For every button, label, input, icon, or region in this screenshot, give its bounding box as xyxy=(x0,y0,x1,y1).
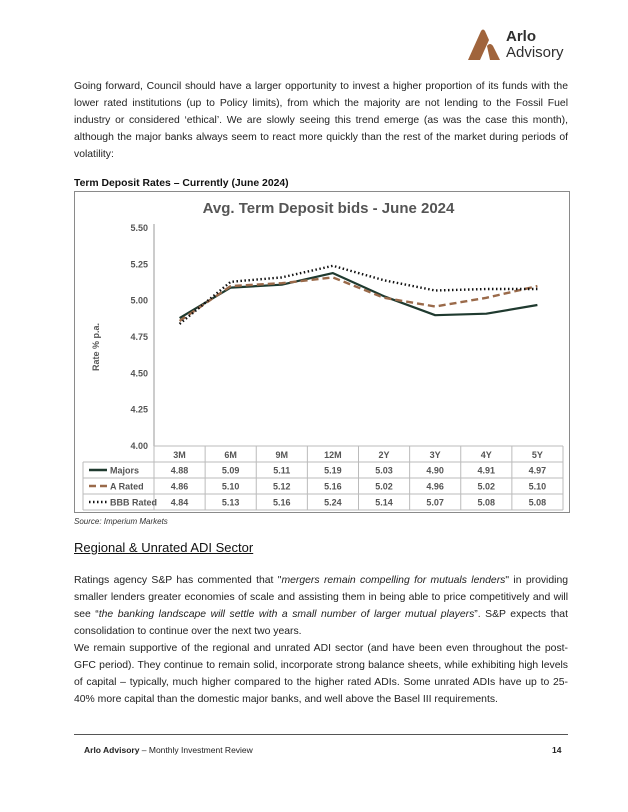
data-label: 5.02 xyxy=(375,481,393,492)
source-note: Source: Imperium Markets xyxy=(74,517,168,526)
data-label: 5.13 xyxy=(221,497,240,508)
data-label: 4.91 xyxy=(477,465,496,476)
term-deposit-chart xyxy=(74,191,570,513)
series-line-majors xyxy=(180,273,538,318)
sp-quote-1: mergers remain compelling for mutuals lenders xyxy=(281,575,506,586)
data-label: 5.16 xyxy=(324,481,342,492)
page-number: 14 xyxy=(552,745,562,755)
sp-text-3: ”. S&P expects that consolidation to continue over the next two years. xyxy=(74,609,568,637)
data-label: 5.12 xyxy=(273,481,291,492)
x-tick-label: 2Y xyxy=(378,450,390,460)
footer-title xyxy=(84,745,253,755)
data-label: 5.03 xyxy=(375,465,393,476)
data-label: 5.11 xyxy=(273,465,291,476)
adi-paragraph: We remain supportive of the regional and unrated ADI sector (and have been even throughout the post-GFC period). They continue to remain solid, incorporate strong balance sheets, while exhibiting high levels of capital – typically, much higher compared to the higher rated ADIs. Some unrated ADIs have up to 25-40% more capital than the domestic major banks, and well above the Basel III requirements. xyxy=(74,643,568,705)
data-label: 4.88 xyxy=(170,465,189,476)
y-axis-label: Rate % p.a. xyxy=(91,322,101,372)
data-label: 5.08 xyxy=(528,497,547,508)
legend-label: BBB Rated xyxy=(110,497,158,508)
data-label: 5.10 xyxy=(528,481,547,492)
brand-logo xyxy=(466,28,576,64)
footer-brand: Arlo Advisory xyxy=(84,745,140,755)
data-label: 5.08 xyxy=(477,497,496,508)
data-label: 4.86 xyxy=(170,481,189,492)
data-label: 5.09 xyxy=(221,465,240,476)
chart-title: Avg. Term Deposit bids - June 2024 xyxy=(202,200,455,217)
data-label: 5.16 xyxy=(273,497,291,508)
footer-doc-title: – Monthly Investment Review xyxy=(139,745,253,755)
brand-mark-icon xyxy=(466,28,502,62)
data-label: 5.10 xyxy=(221,481,240,492)
brand-name-line1: Arlo xyxy=(506,28,536,45)
sp-paragraph xyxy=(74,572,568,640)
data-label: 5.19 xyxy=(324,465,342,476)
y-tick-label: 5.25 xyxy=(130,259,148,270)
legend-label: A Rated xyxy=(110,481,144,492)
data-label: 4.97 xyxy=(528,465,547,476)
chart-svg xyxy=(75,192,569,512)
series-line-bbb-rated xyxy=(180,266,538,324)
y-tick-label: 4.50 xyxy=(130,368,148,379)
x-tick-label: 3M xyxy=(173,450,186,460)
section-heading: Regional & Unrated ADI Sector xyxy=(74,540,254,555)
data-label: 5.14 xyxy=(375,497,393,508)
data-label: 4.96 xyxy=(426,481,444,492)
brand-name-line2: Advisory xyxy=(506,44,564,61)
y-tick-label: 4.25 xyxy=(130,404,148,415)
x-tick-label: 12M xyxy=(324,450,342,460)
y-tick-label: 4.00 xyxy=(130,441,148,451)
footer-divider xyxy=(74,734,568,735)
x-tick-label: 5Y xyxy=(531,450,543,460)
data-label: 5.24 xyxy=(324,497,342,508)
intro-paragraph: Going forward, Council should have a larger opportunity to invest a higher proportion of its funds with the lower rated institutions (up to Policy limits), from which the majority are not lending to the Fossil Fuel industry or considered ‘ethical’. We are slowly seeing this trend emerge (as was the case this month), although the major banks always seem to react more quickly than the rest of the market during periods of volatility: xyxy=(74,81,568,160)
y-tick-label: 5.50 xyxy=(130,223,148,233)
legend-label: Majors xyxy=(110,465,140,476)
sp-text-1: Ratings agency S&P has commented that " xyxy=(74,575,282,586)
x-tick-label: 4Y xyxy=(480,450,492,460)
chart-caption: Term Deposit Rates – Currently (June 2024) xyxy=(74,178,289,189)
x-tick-label: 6M xyxy=(224,450,237,460)
sp-quote-2: the banking landscape will settle with a small number of larger mutual players xyxy=(98,609,475,620)
y-tick-label: 4.75 xyxy=(130,332,148,342)
x-tick-label: 9M xyxy=(275,450,289,460)
data-label: 5.07 xyxy=(426,497,444,508)
data-label: 4.90 xyxy=(426,465,444,476)
y-tick-label: 5.00 xyxy=(130,295,148,306)
sp-text-2: " in providing smaller lenders greater economies of scale and assisting them in being able to price competitively and will see “ xyxy=(74,575,568,620)
data-label: 4.84 xyxy=(170,497,189,508)
x-tick-label: 3Y xyxy=(429,450,441,460)
data-label: 5.02 xyxy=(477,481,496,492)
